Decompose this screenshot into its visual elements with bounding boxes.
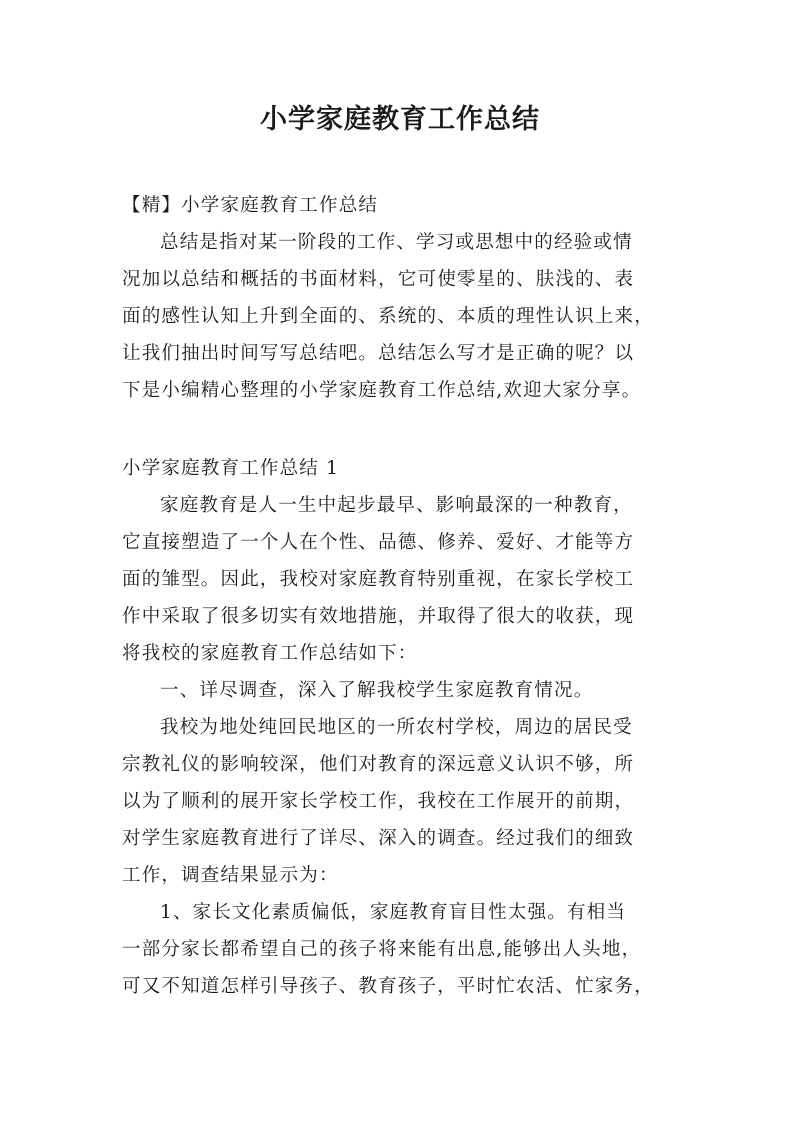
section1-line: 一部分家长都希望自己的孩子将来能有出息,能够出人头地，: [122, 939, 642, 960]
intro-block: [122, 187, 686, 409]
section1-line: 将我校的家庭教育工作总结如下：: [122, 643, 418, 664]
section1-subheading: 一、详尽调查，深入了解我校学生家庭教育情况。: [160, 680, 594, 701]
intro-line: 面的感性认知上升到全面的、系统的、本质的理性认识上来，: [122, 306, 654, 327]
section1-line: 宗教礼仪的影响较深，他们对教育的深远意义认识不够，所: [122, 754, 635, 775]
section1-line: 工作，调查结果显示为：: [122, 865, 339, 886]
section1-line: 可又不知道怎样引导孩子、教育孩子，平时忙农活、忙家务，: [122, 976, 654, 997]
section1-line: 它直接塑造了一个人在个性、品德、修养、爱好、才能等方: [122, 532, 635, 553]
section1-line: 作中采取了很多切实有效地措施，并取得了很大的收获，现: [122, 606, 635, 627]
intro-heading: 【精】小学家庭教育工作总结: [122, 195, 379, 216]
section1-line: 面的雏型。因此，我校对家庭教育特别重视，在家长学校工: [122, 569, 635, 590]
section1-line: 家庭教育是人一生中起步最早、影响最深的一种教育，: [160, 495, 633, 516]
section1-line: 1、家长文化素质偏低，家庭教育盲目性太强。有相当: [160, 902, 627, 923]
intro-line: 下是小编精心整理的小学家庭教育工作总结,欢迎大家分享。: [122, 380, 642, 401]
intro-line: 总结是指对某一阶段的工作、学习或思想中的经验或情: [160, 232, 633, 253]
intro-line: 让我们抽出时间写写总结吧。总结怎么写才是正确的呢？以: [122, 343, 635, 364]
section1-line: 对学生家庭教育进行了详尽、深入的调查。经过我们的细致: [122, 828, 635, 849]
section1-line: 以为了顺利的展开家长学校工作，我校在工作展开的前期，: [122, 791, 635, 812]
intro-line: 况加以总结和概括的书面材料，它可使零星的、肤浅的、表: [122, 269, 635, 290]
section1-heading: 小学家庭教育工作总结 1: [122, 458, 340, 479]
section1-line: 我校为地处纯回民地区的一所农村学校，周边的居民受: [160, 717, 633, 738]
document-title: 小学家庭教育工作总结: [260, 104, 540, 135]
section1-block: [122, 450, 686, 1005]
